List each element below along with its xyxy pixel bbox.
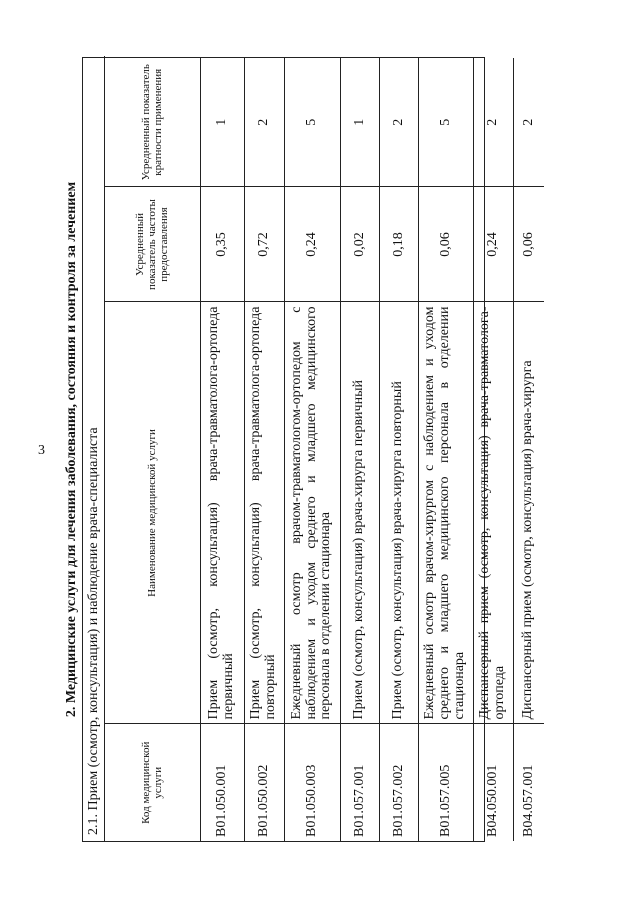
cell-frequency: 0,35	[200, 187, 244, 302]
cell-multiplicity: 5	[418, 58, 473, 187]
cell-code: B01.050.002	[244, 724, 284, 841]
cell-multiplicity: 1	[200, 58, 244, 187]
cell-name: Прием (осмотр, консультация) врача-травматолога-ортопеда повторный	[244, 302, 284, 724]
cell-multiplicity: 2	[244, 58, 284, 187]
table-row	[418, 58, 473, 841]
cell-frequency: 0,72	[244, 187, 284, 302]
cell-code: B04.050.001	[473, 724, 513, 841]
table-row	[284, 58, 340, 841]
cell-code: B01.050.001	[200, 724, 244, 841]
services-table	[105, 58, 544, 841]
cell-frequency: 0,24	[473, 187, 513, 302]
cell-frequency: 0,06	[513, 187, 544, 302]
cell-name: Прием (осмотр, консультация) врача-хирурга повторный	[379, 302, 418, 724]
cell-multiplicity: 5	[284, 58, 340, 187]
table-row	[244, 58, 284, 841]
header-code: Код медицинской услуги	[105, 724, 200, 841]
table-row	[379, 58, 418, 841]
subsection-title: 2.1. Прием (осмотр, консультация) и наблюдение врача-специалиста	[83, 56, 105, 841]
cell-code: B01.057.002	[379, 724, 418, 841]
cell-multiplicity: 1	[340, 58, 379, 187]
cell-code: B01.057.001	[340, 724, 379, 841]
cell-code: B01.057.005	[418, 724, 473, 841]
cell-frequency: 0,06	[418, 187, 473, 302]
cell-multiplicity: 2	[379, 58, 418, 187]
header-name: Наименование медицинской услуги	[105, 302, 200, 724]
cell-multiplicity: 2	[513, 58, 544, 187]
table-row	[513, 58, 544, 841]
header-frequency: Усредненный показатель частоты предоставления	[105, 187, 200, 302]
cell-code: B01.050.003	[284, 724, 340, 841]
header-multiplicity: Усредненный показатель кратности применения	[105, 58, 200, 187]
table-header-row	[105, 58, 200, 841]
cell-name: Ежедневный осмотр врачом-хирургом с наблюдением и уходом среднего и младшего медицинского персонала в отделении стационара	[418, 302, 473, 724]
cell-code: B04.057.001	[513, 724, 544, 841]
table-row	[473, 58, 513, 841]
cell-name: Ежедневный осмотр врачом-травматологом-ортопедом с наблюдением и уходом среднего и младшего медицинского персонала в отделении стационара	[284, 302, 340, 724]
cell-frequency: 0,02	[340, 187, 379, 302]
cell-name: Диспансерный прием (осмотр, консультация) врача-травматолога-ортопеда	[473, 302, 513, 724]
services-table-frame	[82, 57, 536, 842]
page-number: 3	[38, 443, 45, 458]
table-row	[340, 58, 379, 841]
rotated-document-content	[60, 57, 536, 842]
cell-frequency: 0,24	[284, 187, 340, 302]
cell-name: Прием (осмотр, консультация) врача-хирурга первичный	[340, 302, 379, 724]
cell-frequency: 0,18	[379, 187, 418, 302]
cell-name: Диспансерный прием (осмотр, консультация) врача-хирурга	[513, 302, 544, 724]
cell-multiplicity: 2	[473, 58, 513, 187]
table-row	[200, 58, 244, 841]
section-title: 2. Медицинские услуги для лечения заболевания, состояния и контроля за лечением	[64, 181, 79, 718]
cell-name: Прием (осмотр, консультация) врача-травматолога-ортопеда первичный	[200, 302, 244, 724]
